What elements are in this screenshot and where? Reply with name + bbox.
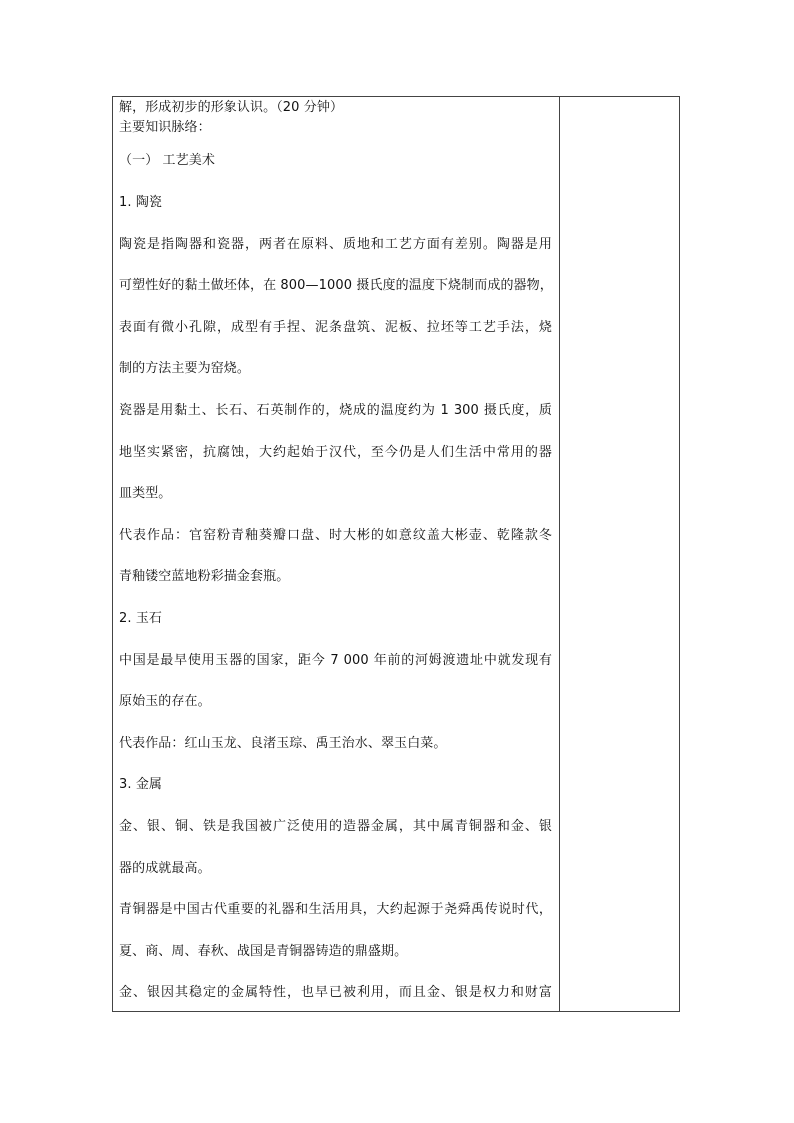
- text-line: 瓷器是用黏土、长石、石英制作的，烧成的温度约为 1 300 摄氏度，质: [119, 403, 552, 418]
- subsection-heading: 3. 金属: [119, 777, 163, 792]
- text-line: 主要知识脉络：: [119, 120, 211, 135]
- text-line: 可塑性好的黏土做坯体，在 800—1000 摄氏度的温度下烧制而成的器物，: [119, 278, 553, 293]
- text-line: 原始玉的存在。: [119, 694, 211, 709]
- text-line: 陶瓷是指陶器和瓷器，两者在原料、质地和工艺方面有差别。陶器是用: [119, 237, 552, 252]
- lesson-plan-table: [112, 96, 680, 1012]
- notes-cell: [560, 97, 679, 1011]
- text-line: 金、银、铜、铁是我国被广泛使用的造器金属，其中属青铜器和金、银: [119, 819, 552, 834]
- subsection-heading: 1. 陶瓷: [119, 195, 163, 210]
- section-heading: （一） 工艺美术: [119, 153, 215, 168]
- text-line: 代表作品：红山玉龙、良渚玉琮、禹王治水、翠玉白菜。: [119, 736, 447, 751]
- text-line: 青釉镂空蓝地粉彩描金套瓶。: [119, 569, 290, 584]
- text-line: 解，形成初步的形象认识。（20 分钟）: [119, 100, 344, 115]
- text-line: 青铜器是中国古代重要的礼器和生活用具，大约起源于尧舜禹传说时代，: [119, 902, 552, 917]
- text-line: 代表作品：官窑粉青釉葵瓣口盘、时大彬的如意纹盖大彬壶、乾隆款冬: [119, 528, 552, 543]
- text-line: 器的成就最高。: [119, 861, 211, 876]
- text-line: 地坚实紧密，抗腐蚀，大约起始于汉代，至今仍是人们生活中常用的器: [119, 445, 552, 460]
- text-line: 皿类型。: [119, 486, 172, 501]
- text-line: 夏、商、周、春秋、战国是青铜器铸造的鼎盛期。: [119, 944, 408, 959]
- text-line: 中国是最早使用玉器的国家，距今 7 000 年前的河姆渡遗址中就发现有: [119, 653, 552, 668]
- text-line: 制的方法主要为窑烧。: [119, 361, 251, 376]
- text-line: 金、银因其稳定的金属特性，也早已被利用，而且金、银是权力和财富: [119, 985, 552, 1000]
- text-line: 表面有微小孔隙，成型有手捏、泥条盘筑、泥板、拉坯等工艺手法，烧: [119, 320, 552, 335]
- content-cell: [113, 97, 560, 1011]
- subsection-heading: 2. 玉石: [119, 611, 163, 626]
